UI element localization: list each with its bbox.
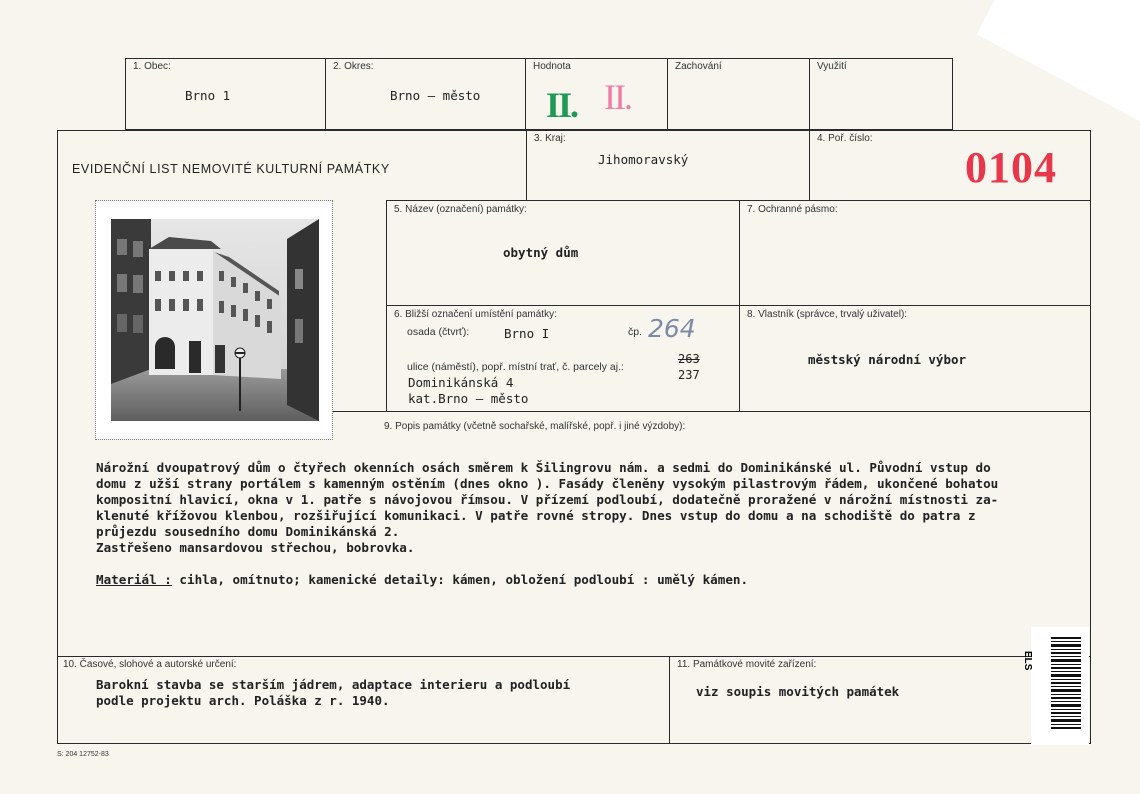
umisteni-label: 6. Bližší označení umístění památky: — [394, 309, 557, 320]
street-value: Dominikánská 4 — [408, 375, 514, 390]
popis-label: 9. Popis památky (včetně sochařské, malířské, popř. i jiné výzdoby): — [384, 421, 686, 432]
description-line: Zastřešeno mansardovou střechou, bobrovka. — [96, 540, 415, 555]
description-line: Nárožní dvoupatrový dům o čtyřech okenních osách směrem k Šilingrovu nám. a sedmi do Dominikánské ul. Původní vstup do — [96, 460, 991, 475]
ochranne-pasmo-label: 7. Ochranné pásmo: — [747, 204, 838, 215]
hodnota-pink-mark: II. — [604, 77, 631, 117]
parcel-new: 237 — [678, 368, 700, 382]
divider — [525, 58, 526, 130]
barcode-text: ELS — [1022, 651, 1033, 671]
divider — [809, 130, 810, 200]
vyuziti-label: Využití — [817, 61, 847, 72]
ulice-label: ulice (náměstí), popř. místní trať, č. parcely aj.: — [407, 361, 624, 373]
page-title: EVIDENČNÍ LIST NEMOVITÉ KULTURNÍ PAMÁTKY — [72, 162, 390, 176]
barcode-icon — [1051, 637, 1081, 731]
hodnota-label: Hodnota — [533, 61, 571, 72]
divider — [669, 656, 670, 744]
okres-value: Brno – město — [390, 88, 481, 103]
description-line: kompositní hlavicí, okna v 1. patře s návojovou římsou. V přízemí podloubí, dodatečně proražené v nárožní místnosti za- — [96, 492, 999, 507]
registration-number: 0104 — [965, 143, 1057, 192]
material-line — [96, 572, 748, 587]
cp-value: 264 — [648, 314, 696, 343]
por-cislo-label: 4. Poř. číslo: — [817, 133, 873, 144]
footer-code: S: 204 12752-83 — [57, 751, 109, 758]
material-value: cihla, omítnuto; kamenické detaily: kámen, obložení podloubí : umělý kámen. — [179, 572, 749, 587]
okres-label: 2. Okres: — [333, 61, 374, 72]
nazev-value: obytný dům — [503, 245, 579, 260]
movite-label: 11. Památkové movité zařízení: — [677, 659, 817, 670]
vlastnik-label: 8. Vlastník (správce, trvalý uživatel): — [747, 309, 908, 320]
kraj-value: Jihomoravský — [598, 152, 689, 167]
parcel-old: 263 — [678, 352, 700, 366]
obec-label: 1. Obec: — [133, 61, 171, 72]
casove-line: Barokní stavba se starším jádrem, adaptace interieru a podloubí — [96, 677, 571, 692]
material-label: Materiál : — [96, 572, 172, 587]
description-line: klenuté křížovou klenbou, rozšiřující komunikaci. V patře rovné stropy. Dnes vstup do domu a na schodiště do patra z — [96, 508, 976, 523]
divider — [809, 58, 810, 130]
casove-line: podle projektu arch. Poláška z r. 1940. — [96, 693, 390, 708]
divider — [57, 656, 1091, 657]
nazev-label: 5. Název (označení) památky: — [394, 204, 527, 215]
description-line: průjezdu sousedního domu Dominikánská 2. — [96, 524, 400, 539]
building-photo — [111, 219, 319, 421]
description-text — [96, 460, 1076, 556]
osada-label: osada (čtvrť): — [407, 326, 470, 338]
divider — [526, 130, 527, 200]
divider — [325, 58, 326, 130]
cp-label: čp. — [628, 326, 643, 338]
divider — [386, 305, 1091, 306]
zachovani-label: Zachování — [675, 61, 722, 72]
photo-frame — [95, 200, 333, 440]
kraj-label: 3. Kraj: — [534, 133, 566, 144]
movite-value: viz soupis movitých památek — [696, 684, 900, 699]
divider — [333, 411, 1091, 412]
casove-label: 10. Časové, slohové a autorské určení: — [63, 659, 237, 670]
corner-cut — [976, 0, 1140, 128]
description-line: domu z užší strany portálem s kamenným ostěním (dnes okno ). Fasády členěny vysokým pilastrovým řádem, ukončené bohatou — [96, 476, 999, 491]
barcode-label — [1022, 627, 1089, 745]
cadastre-value: kat.Brno – město — [408, 391, 529, 406]
hodnota-green-mark: II. — [546, 85, 578, 125]
obec-value: Brno 1 — [185, 88, 231, 103]
vlastnik-value: městský národní výbor — [808, 352, 967, 367]
divider — [667, 58, 668, 130]
osada-value: Brno I — [504, 326, 550, 341]
